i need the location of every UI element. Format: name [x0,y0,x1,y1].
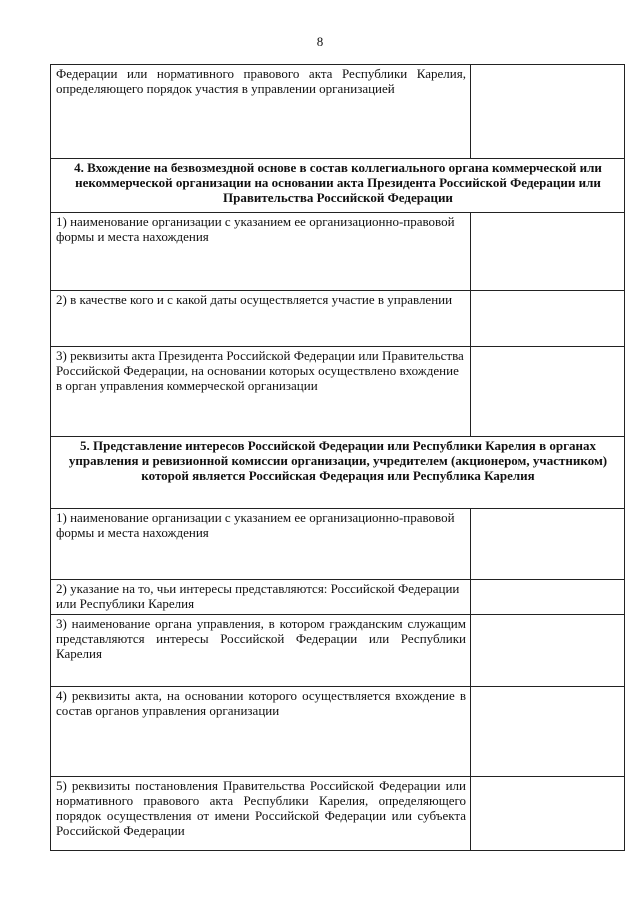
section-heading-row [51,159,625,213]
question-cell: 2) в качестве кого и с какой даты осуществляется участие в управлении [51,291,471,347]
table-row [51,777,625,851]
question-cell: 3) реквизиты акта Президента Российской Федерации или Правительства Российской Федерации, на основании которых осуществлено вхождение в орган управления коммерческой организации [51,347,471,437]
answer-cell[interactable] [471,580,625,615]
question-cell: 5) реквизиты постановления Правительства Российской Федерации или нормативного правового акта Республики Карелия, определяющего порядок осуществления от имени Российской Федерации или субъекта Российской Федерации [51,777,471,851]
section-heading-4: 4. Вхождение на безвозмездной основе в состав коллегиального органа коммерческой или некоммерческой организации на основании акта Президента Российской Федерации или Правительства Российской Федерации [51,159,625,213]
table-row [51,509,625,580]
question-cell: Федерации или нормативного правового акта Республики Карелия, определяющего порядок участия в управлении организацией [51,65,471,159]
question-cell: 1) наименование организации с указанием ее организационно-правовой формы и места нахождения [51,509,471,580]
question-cell: 4) реквизиты акта, на основании которого осуществляется вхождение в состав органов управления организации [51,687,471,777]
table-row [51,687,625,777]
answer-cell[interactable] [471,687,625,777]
section-heading-row [51,437,625,509]
answer-cell[interactable] [471,615,625,687]
answer-cell[interactable] [471,291,625,347]
answer-cell[interactable] [471,509,625,580]
answer-cell[interactable] [471,65,625,159]
question-cell: 2) указание на то, чьи интересы представляются: Российской Федерации или Республики Карелия [51,580,471,615]
table-row [51,347,625,437]
table-row [51,213,625,291]
answer-cell[interactable] [471,213,625,291]
table-row [51,580,625,615]
answer-cell[interactable] [471,347,625,437]
table-row [51,65,625,159]
table-row [51,615,625,687]
question-cell: 1) наименование организации с указанием ее организационно-правовой формы и места нахождения [51,213,471,291]
declaration-form-table [50,64,625,851]
section-heading-5: 5. Представление интересов Российской Федерации или Республики Карелия в органах управления и ревизионной комиссии организации, учредителем (акционером, участником) которой является Российская Федерация или Республика Карелия [51,437,625,509]
question-cell: 3) наименование органа управления, в котором гражданским служащим представляются интересы Российской Федерации или Республики Карелия [51,615,471,687]
answer-cell[interactable] [471,777,625,851]
page-number: 8 [316,34,324,49]
table-row [51,291,625,347]
